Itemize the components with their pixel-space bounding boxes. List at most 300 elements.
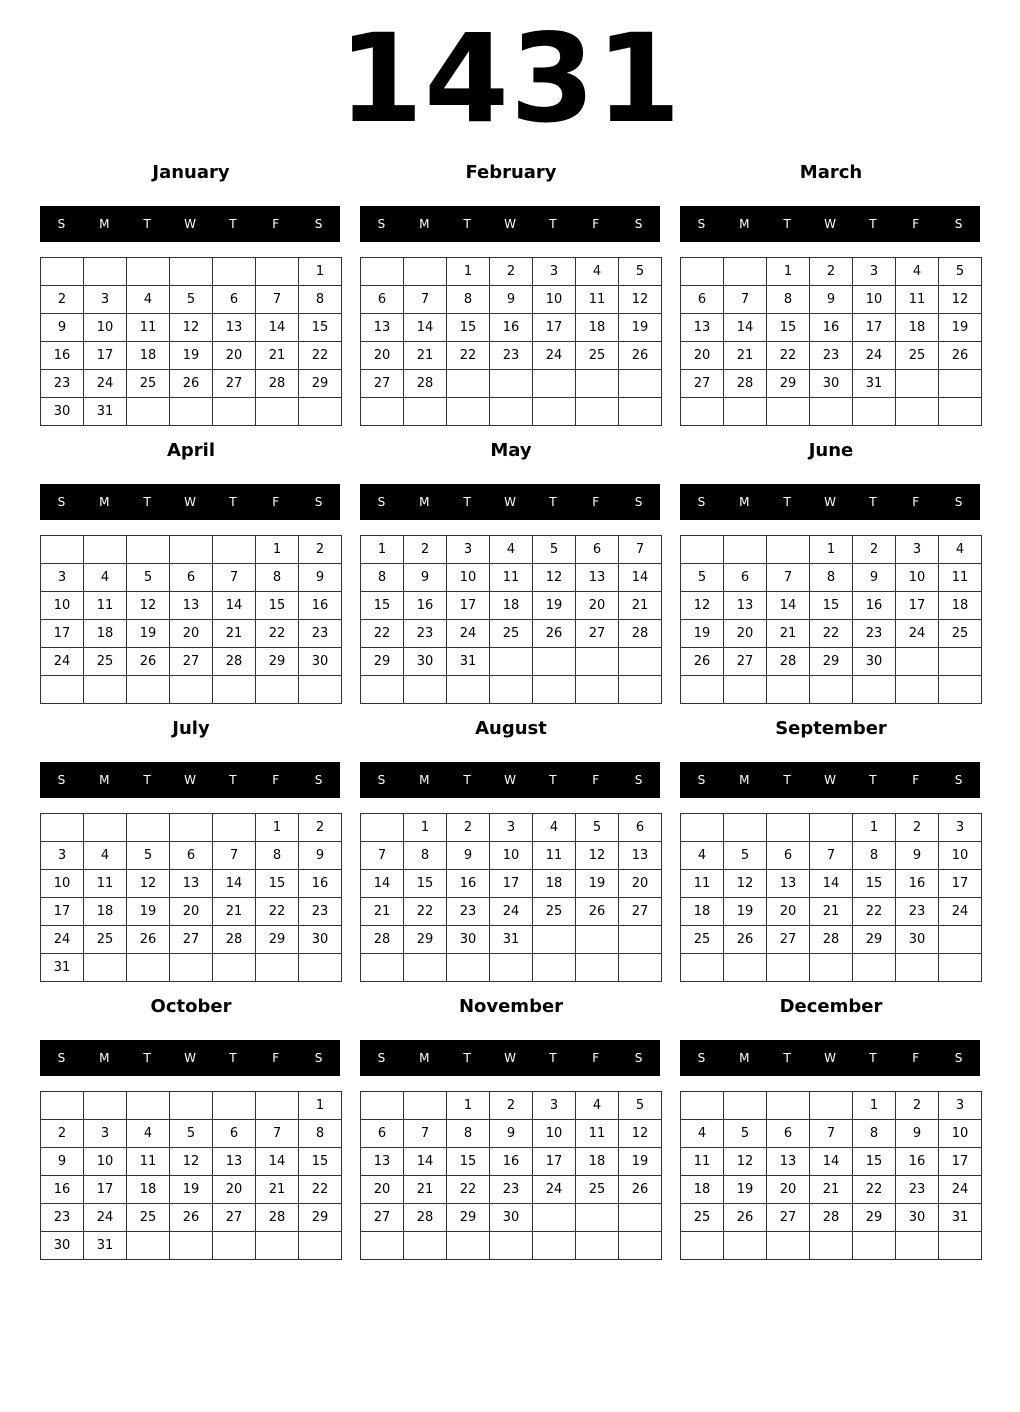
day-cell [41,1092,84,1120]
day-cell: 30 [896,926,939,954]
day-cell: 18 [533,870,576,898]
day-cell: 26 [127,926,170,954]
day-cell: 8 [447,1120,490,1148]
day-cell: 21 [404,1176,447,1204]
day-cell: 2 [41,286,84,314]
day-cell [896,954,939,982]
day-cell: 17 [533,1148,576,1176]
day-cell: 6 [213,1120,256,1148]
week-row [41,1232,342,1260]
weekday-label: T [143,495,151,509]
day-cell: 1 [299,258,342,286]
day-cell: 14 [256,1148,299,1176]
week-row [41,842,342,870]
day-cell: 25 [490,620,533,648]
day-cell: 22 [853,898,896,926]
day-cell [767,814,810,842]
day-cell: 13 [619,842,662,870]
day-cell: 16 [404,592,447,620]
day-cell: 15 [447,1148,490,1176]
week-row [681,954,982,982]
day-cell: 30 [447,926,490,954]
day-cell: 12 [724,1148,767,1176]
day-cell [576,676,619,704]
day-cell [361,1092,404,1120]
day-cell: 12 [939,286,982,314]
day-cell: 13 [681,314,724,342]
month-name: September [775,718,887,739]
day-cell: 24 [84,1204,127,1232]
day-cell: 1 [767,258,810,286]
day-grid [40,1091,342,1260]
week-row [681,1092,982,1120]
day-cell: 16 [299,592,342,620]
day-cell: 30 [41,398,84,426]
day-cell: 25 [533,898,576,926]
day-cell [41,258,84,286]
day-cell: 19 [533,592,576,620]
day-cell: 9 [896,1120,939,1148]
day-cell: 22 [299,1176,342,1204]
day-cell: 29 [853,926,896,954]
week-row [681,870,982,898]
day-cell: 24 [41,926,84,954]
week-row [41,648,342,676]
day-cell: 3 [939,1092,982,1120]
day-cell [533,648,576,676]
day-cell: 11 [490,564,533,592]
week-row [361,536,662,564]
week-row [41,870,342,898]
day-cell: 4 [490,536,533,564]
day-cell [767,1092,810,1120]
week-row [681,258,982,286]
day-cell: 8 [256,842,299,870]
day-cell: 16 [896,870,939,898]
day-cell: 21 [810,898,853,926]
day-cell: 17 [939,1148,982,1176]
day-cell [490,1232,533,1260]
day-cell: 8 [256,564,299,592]
weekday-label: S [697,1051,706,1065]
day-cell: 20 [361,1176,404,1204]
day-cell: 5 [127,842,170,870]
day-cell [256,258,299,286]
day-cell: 6 [361,286,404,314]
day-cell [84,954,127,982]
day-cell: 2 [41,1120,84,1148]
day-cell [896,676,939,704]
day-cell: 22 [256,898,299,926]
day-cell: 29 [404,926,447,954]
weekday-label: S [954,1051,963,1065]
weekday-label: T [463,217,471,231]
day-cell: 10 [41,592,84,620]
day-cell [170,1232,213,1260]
day-cell: 27 [724,648,767,676]
day-cell: 10 [896,564,939,592]
day-cell [939,1232,982,1260]
day-cell: 7 [361,842,404,870]
week-row [41,370,342,398]
weekday-label: T [869,217,877,231]
day-cell [490,676,533,704]
day-cell: 25 [681,926,724,954]
day-cell: 16 [447,870,490,898]
day-cell: 25 [127,370,170,398]
day-cell: 21 [256,342,299,370]
day-cell: 26 [724,926,767,954]
month-name: January [152,162,230,183]
day-cell: 10 [939,842,982,870]
weekday-header [360,1040,660,1076]
day-cell: 6 [170,564,213,592]
day-cell: 1 [404,814,447,842]
day-cell [170,536,213,564]
day-cell [213,676,256,704]
day-cell [939,954,982,982]
day-cell: 6 [767,1120,810,1148]
day-cell: 10 [490,842,533,870]
day-grid [680,813,982,982]
day-cell: 8 [853,1120,896,1148]
day-cell: 4 [576,1092,619,1120]
day-cell: 23 [404,620,447,648]
day-cell: 19 [619,314,662,342]
week-row [361,954,662,982]
weekday-label: S [377,1051,386,1065]
day-cell: 6 [576,536,619,564]
day-cell: 21 [767,620,810,648]
day-cell: 25 [576,342,619,370]
day-cell: 14 [810,1148,853,1176]
day-cell [724,954,767,982]
day-cell [724,398,767,426]
weekday-label: T [869,773,877,787]
day-cell: 12 [576,842,619,870]
day-cell: 16 [853,592,896,620]
day-cell: 28 [404,1204,447,1232]
day-cell: 5 [619,1092,662,1120]
day-cell [127,536,170,564]
day-cell [896,398,939,426]
day-cell: 7 [213,842,256,870]
day-cell: 13 [361,1148,404,1176]
day-cell: 30 [41,1232,84,1260]
day-cell [853,676,896,704]
day-cell [853,398,896,426]
day-cell: 17 [939,870,982,898]
week-row [361,926,662,954]
day-cell: 9 [299,564,342,592]
day-cell [767,676,810,704]
week-row [41,1120,342,1148]
day-cell: 28 [256,370,299,398]
day-cell [361,676,404,704]
week-row [361,1148,662,1176]
day-cell: 18 [896,314,939,342]
week-row [361,676,662,704]
week-row [41,954,342,982]
day-cell: 9 [447,842,490,870]
day-cell: 15 [767,314,810,342]
day-cell: 18 [576,1148,619,1176]
day-cell: 5 [939,258,982,286]
week-row [41,564,342,592]
day-cell [213,1092,256,1120]
weekday-label: M [99,495,110,509]
week-row [361,648,662,676]
day-cell: 27 [213,1204,256,1232]
day-cell: 5 [619,258,662,286]
day-cell: 31 [447,648,490,676]
day-cell [447,954,490,982]
day-cell: 3 [939,814,982,842]
week-row [361,342,662,370]
day-cell: 13 [170,870,213,898]
day-cell: 23 [810,342,853,370]
day-cell [490,370,533,398]
day-cell [939,648,982,676]
weekday-label: T [783,495,791,509]
day-grid [360,1091,662,1260]
day-cell: 23 [299,620,342,648]
day-cell: 9 [41,1148,84,1176]
week-row [361,620,662,648]
day-cell: 9 [404,564,447,592]
day-cell: 25 [127,1204,170,1232]
day-cell: 3 [41,564,84,592]
day-cell: 25 [576,1176,619,1204]
day-cell: 11 [681,870,724,898]
weekday-label: S [57,1051,66,1065]
weekday-label: W [824,773,836,787]
week-row [681,1120,982,1148]
day-cell: 12 [170,1148,213,1176]
weekday-label: F [592,773,600,787]
day-cell: 17 [490,870,533,898]
day-cell: 21 [256,1176,299,1204]
day-cell: 11 [576,1120,619,1148]
day-cell: 23 [490,342,533,370]
weekday-label: S [57,773,66,787]
weekday-label: F [272,217,280,231]
day-cell [939,926,982,954]
day-cell: 6 [767,842,810,870]
day-cell [681,258,724,286]
week-row [41,592,342,620]
day-cell [170,258,213,286]
day-cell: 11 [84,592,127,620]
day-grid [360,813,662,982]
day-cell: 5 [533,536,576,564]
day-cell: 12 [619,286,662,314]
day-cell [490,954,533,982]
day-cell: 6 [619,814,662,842]
day-cell: 27 [213,370,256,398]
week-row [361,814,662,842]
day-cell: 6 [361,1120,404,1148]
weekday-label: F [272,773,280,787]
day-cell: 7 [810,1120,853,1148]
day-cell: 3 [533,258,576,286]
day-cell: 1 [447,258,490,286]
day-cell [127,1232,170,1260]
day-cell: 1 [853,1092,896,1120]
week-row [681,926,982,954]
day-cell [404,398,447,426]
day-cell: 1 [853,814,896,842]
week-row [361,1204,662,1232]
day-cell [127,258,170,286]
weekday-label: T [783,1051,791,1065]
day-cell [84,1092,127,1120]
day-cell [299,1232,342,1260]
day-cell: 13 [361,314,404,342]
day-cell: 7 [810,842,853,870]
weekday-label: S [697,217,706,231]
week-row [681,1176,982,1204]
month-name: October [150,996,232,1017]
day-cell [533,954,576,982]
day-cell [533,926,576,954]
day-cell: 14 [619,564,662,592]
day-cell: 15 [853,1148,896,1176]
day-cell: 22 [447,342,490,370]
month-name: August [475,718,547,739]
day-cell [361,398,404,426]
day-cell: 4 [533,814,576,842]
day-cell [533,398,576,426]
day-cell: 23 [447,898,490,926]
day-cell: 6 [724,564,767,592]
weekday-label: W [184,217,196,231]
day-cell [170,398,213,426]
day-cell: 8 [810,564,853,592]
day-cell: 28 [213,648,256,676]
day-cell: 22 [361,620,404,648]
day-cell: 10 [533,1120,576,1148]
weekday-label: S [634,1051,643,1065]
week-row [41,1092,342,1120]
week-row [681,1232,982,1260]
day-cell: 31 [939,1204,982,1232]
day-cell [256,1232,299,1260]
day-cell: 24 [84,370,127,398]
day-cell: 6 [681,286,724,314]
day-cell: 19 [724,898,767,926]
day-cell [256,398,299,426]
weekday-label: S [314,773,323,787]
day-cell [127,1092,170,1120]
day-cell: 6 [170,842,213,870]
day-cell: 21 [810,1176,853,1204]
day-cell [810,1232,853,1260]
day-cell: 26 [619,1176,662,1204]
day-cell: 12 [619,1120,662,1148]
day-cell: 20 [213,1176,256,1204]
day-cell [619,398,662,426]
day-cell: 14 [361,870,404,898]
weekday-label: S [697,773,706,787]
day-cell [576,926,619,954]
weekday-label: T [463,495,471,509]
day-cell: 12 [170,314,213,342]
day-cell: 18 [939,592,982,620]
weekday-header [680,206,980,242]
day-cell: 16 [896,1148,939,1176]
day-cell: 24 [896,620,939,648]
weekday-label: W [824,495,836,509]
weekday-label: W [504,773,516,787]
week-row [361,842,662,870]
day-cell: 8 [299,1120,342,1148]
day-cell [447,398,490,426]
day-cell: 10 [939,1120,982,1148]
year-title: 1431 [338,8,682,150]
day-cell [724,676,767,704]
weekday-label: S [314,217,323,231]
day-cell [213,258,256,286]
day-cell [576,1204,619,1232]
day-cell: 7 [767,564,810,592]
week-row [361,592,662,620]
day-cell: 5 [681,564,724,592]
day-cell: 2 [490,258,533,286]
day-cell: 29 [853,1204,896,1232]
day-cell: 17 [84,342,127,370]
weekday-header [360,484,660,520]
day-cell [724,1092,767,1120]
day-cell: 7 [404,1120,447,1148]
day-cell [767,398,810,426]
week-row [681,314,982,342]
day-cell: 12 [127,870,170,898]
day-cell [404,1092,447,1120]
day-cell: 13 [576,564,619,592]
week-row [681,342,982,370]
day-cell: 4 [84,564,127,592]
day-cell: 16 [490,314,533,342]
day-cell: 23 [41,1204,84,1232]
week-row [361,898,662,926]
weekday-header [40,762,340,798]
day-cell: 9 [896,842,939,870]
day-cell: 15 [447,314,490,342]
day-cell [896,648,939,676]
day-cell: 19 [170,1176,213,1204]
day-cell: 6 [213,286,256,314]
day-cell: 18 [84,898,127,926]
day-cell: 23 [490,1176,533,1204]
day-cell: 11 [681,1148,724,1176]
day-cell: 25 [84,926,127,954]
month-name: November [458,996,564,1017]
day-cell [681,814,724,842]
day-cell: 26 [681,648,724,676]
day-cell: 26 [127,648,170,676]
day-cell: 19 [127,898,170,926]
weekday-label: F [912,1051,920,1065]
day-cell: 21 [213,620,256,648]
day-cell: 29 [361,648,404,676]
day-cell: 22 [767,342,810,370]
weekday-header [680,762,980,798]
week-row [361,258,662,286]
day-cell: 3 [896,536,939,564]
weekday-label: M [739,773,750,787]
day-cell: 4 [84,842,127,870]
